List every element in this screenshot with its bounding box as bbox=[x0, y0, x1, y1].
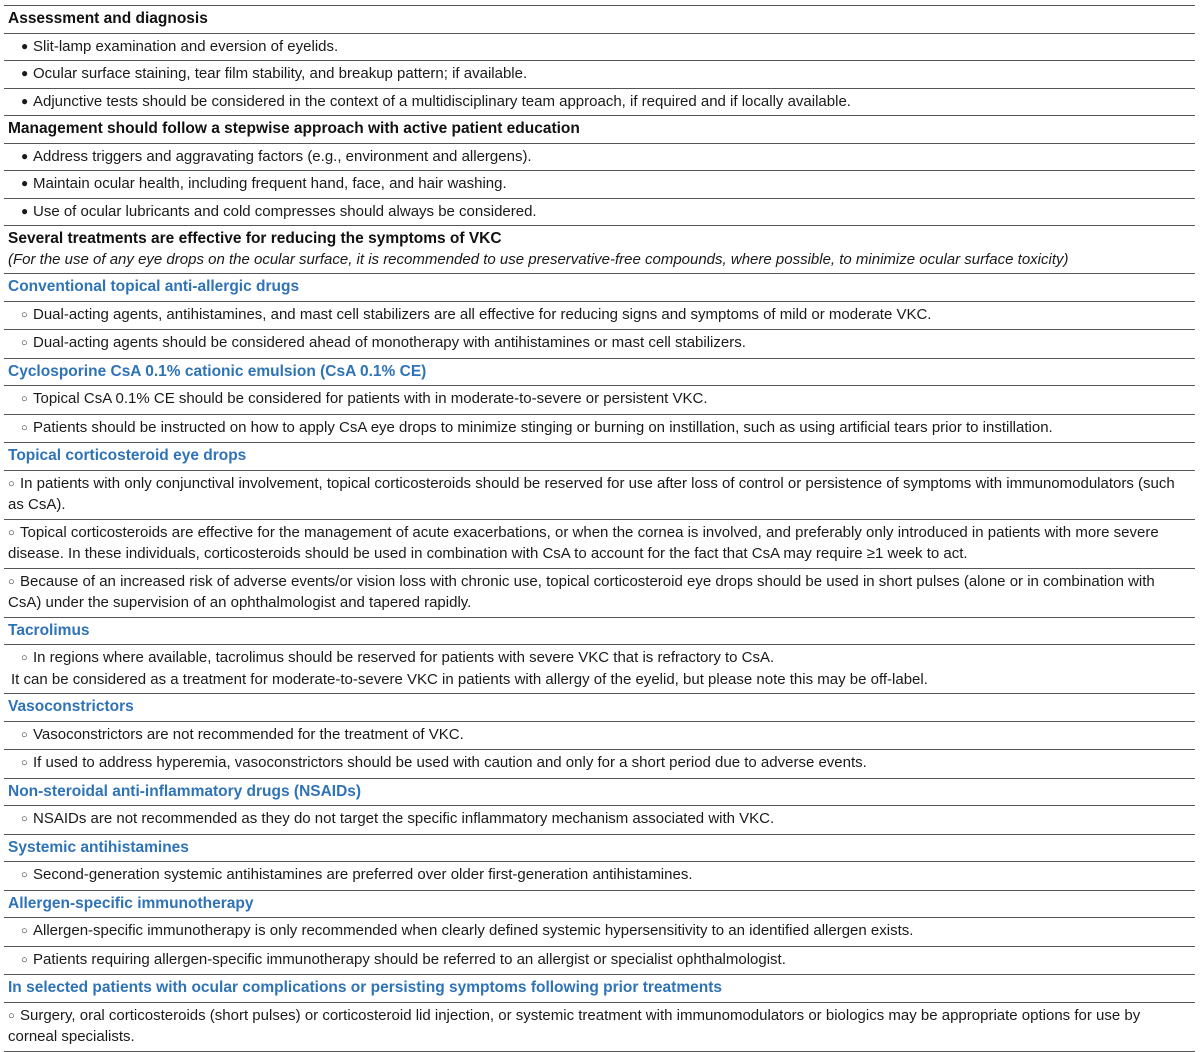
list-item bbox=[4, 302, 1195, 331]
item-text: Topical CsA 0.1% CE should be considered for patients with in moderate-to-severe or persistent VKC. bbox=[33, 390, 708, 407]
item-text: In patients with only conjunctival involvement, topical corticosteroids should be reserved for use after loss of control or persistence of symptoms with immunomodulators (such as CsA). bbox=[8, 474, 1175, 513]
item-text: Ocular surface staining, tear film stability, and breakup pattern; if available. bbox=[33, 65, 528, 82]
list-item bbox=[4, 34, 1195, 62]
item-text: Slit-lamp examination and eversion of eyelids. bbox=[33, 37, 339, 55]
subsection-heading bbox=[4, 891, 1195, 919]
subsection-heading bbox=[4, 359, 1195, 387]
open-bullet-icon: ○ bbox=[8, 575, 15, 588]
list-item bbox=[4, 862, 1195, 891]
list-item bbox=[4, 947, 1195, 976]
heading-text: Topical corticosteroid eye drops bbox=[8, 447, 247, 464]
list-item bbox=[4, 569, 1195, 618]
subsection-heading bbox=[4, 779, 1195, 807]
filled-bullet-icon: ● bbox=[21, 38, 29, 53]
open-bullet-icon: ○ bbox=[8, 1009, 15, 1022]
item-text: Vasoconstrictors are not recommended for the treatment of VKC. bbox=[33, 725, 464, 743]
item-text: Use of ocular lubricants and cold compresses should always be considered. bbox=[33, 202, 537, 220]
heading-text: Systemic antihistamines bbox=[8, 838, 189, 856]
section-heading bbox=[4, 116, 1195, 144]
heading-text: In selected patients with ocular complications or persisting symptoms following prior treatments bbox=[8, 979, 722, 996]
list-item bbox=[4, 645, 1195, 694]
list-item bbox=[4, 722, 1195, 751]
heading-text: Several treatments are effective for reducing the symptoms of VKC bbox=[8, 230, 502, 247]
subsection-heading bbox=[4, 618, 1195, 646]
item-text: If used to address hyperemia, vasoconstrictors should be used with caution and only for a short period due to adverse events. bbox=[33, 754, 867, 771]
subsection-heading bbox=[4, 274, 1195, 302]
item-text: Surgery, oral corticosteroids (short pulses) or corticosteroid lid injection, or systemic treatment with immunomodulators or biologics may be appropriate options for use by corneal specialists. bbox=[8, 1006, 1141, 1045]
item-text: Patients should be instructed on how to apply CsA eye drops to minimize stinging or burning on instillation, such as using artificial tears prior to instillation. bbox=[33, 418, 1053, 436]
filled-bullet-icon: ● bbox=[21, 203, 29, 218]
list-item bbox=[4, 199, 1195, 227]
item-text: Because of an increased risk of adverse events/or vision loss with chronic use, topical corticosteroid eye drops should be used in short pulses (alone or in combination with CsA) under the supervision of an ophthalmologist and tapered rapidly. bbox=[8, 572, 1155, 611]
subsection-heading bbox=[4, 835, 1195, 863]
list-item bbox=[4, 61, 1195, 89]
list-item bbox=[4, 1003, 1195, 1052]
section-heading bbox=[4, 226, 1195, 274]
open-bullet-icon: ○ bbox=[21, 925, 28, 937]
list-item bbox=[4, 89, 1195, 117]
list-item bbox=[4, 171, 1195, 199]
list-item bbox=[4, 386, 1195, 415]
list-item bbox=[4, 144, 1195, 172]
item-text: Dual-acting agents should be considered ahead of monotherapy with antihistamines or mast cell stabilizers. bbox=[33, 334, 746, 351]
list-item bbox=[4, 806, 1195, 835]
filled-bullet-icon: ● bbox=[21, 66, 29, 80]
list-item bbox=[4, 415, 1195, 444]
open-bullet-icon: ○ bbox=[21, 337, 28, 349]
filled-bullet-icon: ● bbox=[21, 148, 29, 163]
item-text: Maintain ocular health, including frequent hand, face, and hair washing. bbox=[33, 175, 507, 192]
item-text: NSAIDs are not recommended as they do not target the specific inflammatory mechanism associated with VKC. bbox=[33, 810, 775, 827]
heading-text: Management should follow a stepwise approach with active patient education bbox=[8, 120, 580, 137]
list-item bbox=[4, 471, 1195, 520]
filled-bullet-icon: ● bbox=[21, 176, 29, 190]
item-text: Allergen-specific immunotherapy is only recommended when clearly defined systemic hypersensitivity to an identified allergen exists. bbox=[33, 922, 914, 939]
heading-text: Conventional topical anti-allergic drugs bbox=[8, 278, 300, 295]
item-text: Dual-acting agents, antihistamines, and mast cell stabilizers are all effective for reducing signs and symptoms of mild or moderate VKC. bbox=[33, 305, 932, 323]
open-bullet-icon: ○ bbox=[21, 421, 28, 434]
list-item bbox=[4, 750, 1195, 779]
open-bullet-icon: ○ bbox=[21, 728, 28, 741]
open-bullet-icon: ○ bbox=[8, 526, 15, 539]
open-bullet-icon: ○ bbox=[21, 757, 28, 769]
subsection-heading bbox=[4, 694, 1195, 722]
open-bullet-icon: ○ bbox=[21, 869, 28, 881]
filled-bullet-icon: ● bbox=[21, 93, 29, 108]
recommendations-table bbox=[4, 5, 1195, 1052]
heading-text: Non-steroidal anti-inflammatory drugs (NSAIDs) bbox=[8, 782, 362, 800]
item-text: Adjunctive tests should be considered in the context of a multidisciplinary team approach, if required and if locally available. bbox=[33, 92, 851, 110]
item-continuation-text: It can be considered as a treatment for moderate-to-severe VKC in patients with allergy of the eyelid, but please note this may be off-label. bbox=[11, 670, 928, 688]
open-bullet-icon: ○ bbox=[21, 953, 28, 966]
item-text: Address triggers and aggravating factors (e.g., environment and allergens). bbox=[33, 147, 532, 165]
open-bullet-icon: ○ bbox=[21, 393, 28, 405]
section-heading bbox=[4, 6, 1195, 34]
list-item bbox=[4, 918, 1195, 947]
open-bullet-icon: ○ bbox=[21, 308, 28, 321]
open-bullet-icon: ○ bbox=[21, 652, 28, 664]
heading-note: (For the use of any eye drops on the ocular surface, it is recommended to use preservative-free compounds, where possible, to minimize ocular surface toxicity) bbox=[8, 250, 1069, 268]
subsection-heading bbox=[4, 975, 1195, 1003]
heading-text: Vasoconstrictors bbox=[8, 698, 134, 715]
heading-text: Allergen-specific immunotherapy bbox=[8, 894, 254, 912]
heading-text: Cyclosporine CsA 0.1% cationic emulsion (CsA 0.1% CE) bbox=[8, 362, 427, 380]
open-bullet-icon: ○ bbox=[8, 477, 15, 490]
open-bullet-icon: ○ bbox=[21, 813, 28, 825]
item-text: Second-generation systemic antihistamines are preferred over older first-generation antihistamines. bbox=[33, 866, 693, 883]
heading-text: Tacrolimus bbox=[8, 621, 90, 639]
heading-text: Assessment and diagnosis bbox=[8, 10, 208, 27]
list-item bbox=[4, 520, 1195, 569]
item-text: Patients requiring allergen-specific immunotherapy should be referred to an allergist or specialist ophthalmologist. bbox=[33, 950, 786, 968]
item-text: Topical corticosteroids are effective for the management of acute exacerbations, or when the cornea is involved, and preferably only introduced in patients with more severe disease. In these individuals, corticosteroids should be used in combination with CsA to account for the fact that CsA may require ≥1 week to act. bbox=[8, 523, 1159, 562]
subsection-heading bbox=[4, 443, 1195, 471]
list-item bbox=[4, 330, 1195, 359]
item-text: In regions where available, tacrolimus should be reserved for patients with severe VKC that is refractory to CsA. bbox=[33, 649, 775, 666]
